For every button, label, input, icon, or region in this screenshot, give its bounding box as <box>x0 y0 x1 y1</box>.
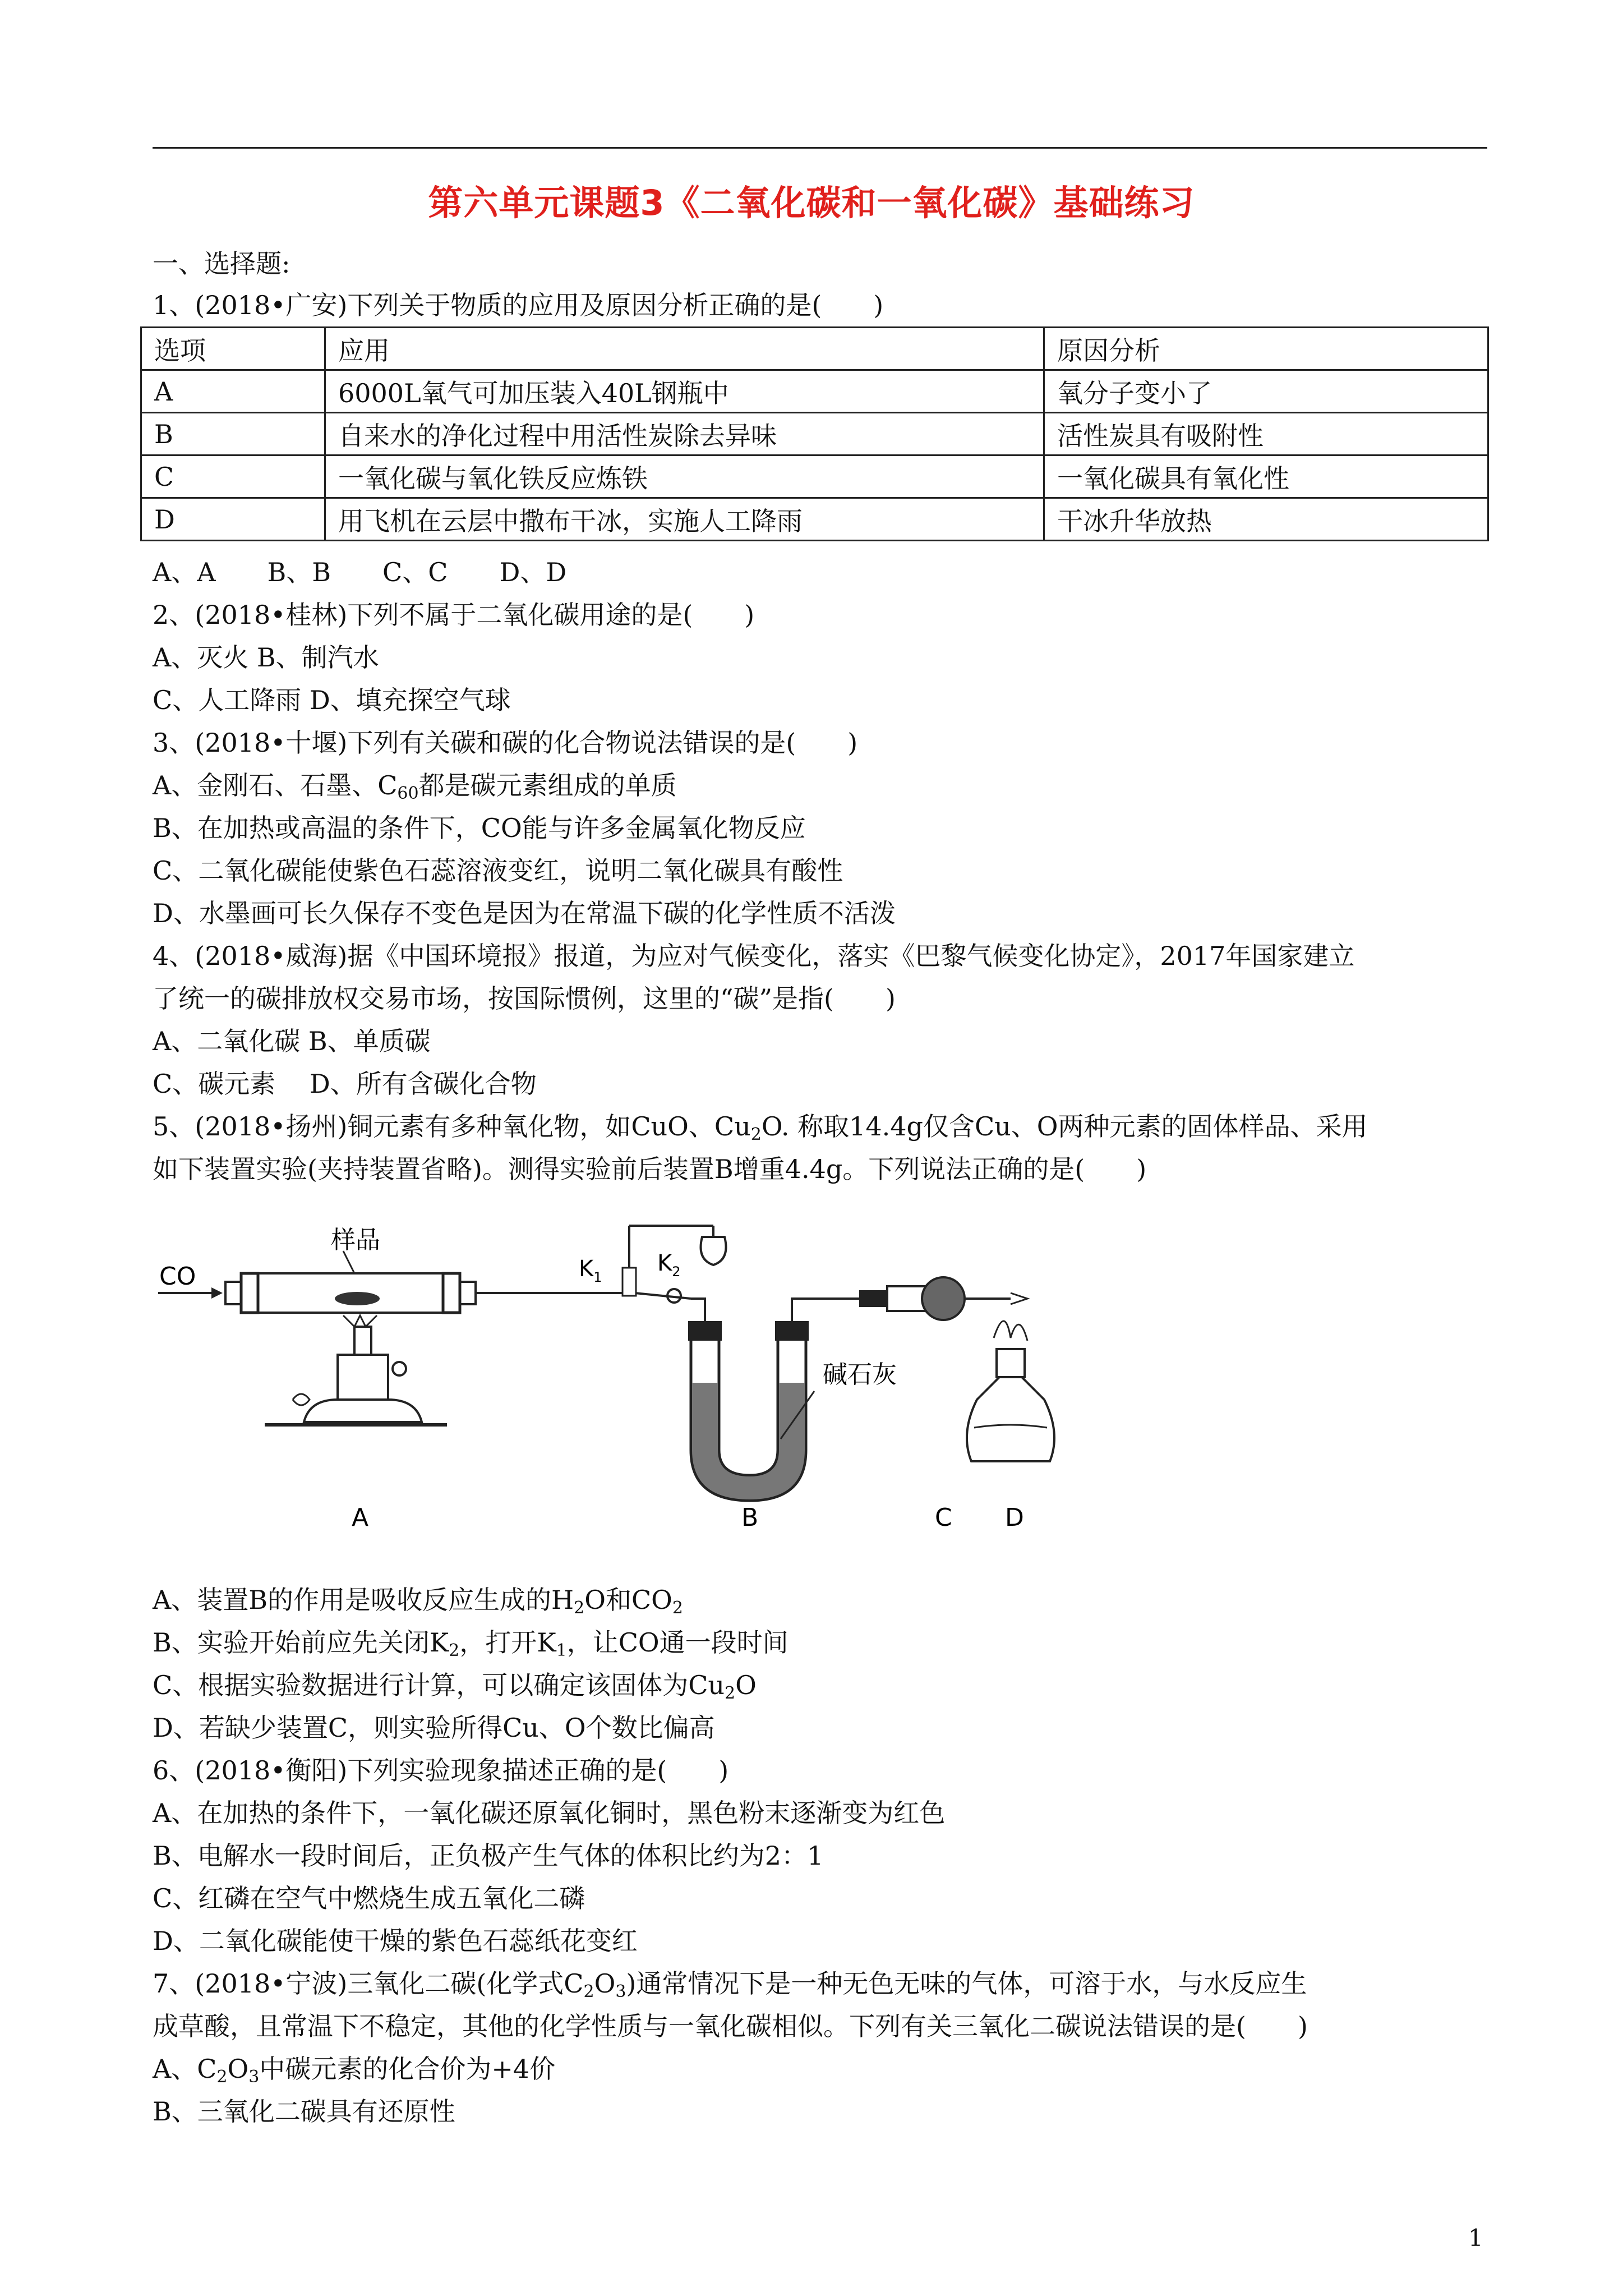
sample-label: 样品 <box>331 1226 380 1254</box>
q6-option-b: B、电解水一段时间后，正负极产生气体的体积比约为2：1 <box>153 1841 824 1871</box>
label-d: D <box>1005 1503 1024 1532</box>
arrow-icon <box>211 1287 223 1299</box>
q5-option-a: A、装置B的作用是吸收反应生成的$H_2O$和$CO_2$ <box>153 1585 683 1618</box>
q6-option-a: A、在加热的条件下，一氧化碳还原氧化铜时，黑色粉末逐渐变为红色 <box>153 1798 946 1828</box>
sample-pile <box>335 1292 380 1305</box>
q4-stem-2: 了统一的碳排放权交易市场，按国际惯例，这里的“碳”是指( ) <box>153 983 896 1014</box>
soda-lime-label: 碱石灰 <box>823 1360 897 1389</box>
q1-table <box>140 326 1489 541</box>
co-label: CO <box>159 1262 196 1291</box>
k2-label: $K_2$ <box>657 1250 681 1280</box>
q6-option-d: D、二氧化碳能使干燥的紫色石蕊纸花变红 <box>153 1926 638 1956</box>
q5-stem-2: 如下装置实验(夹持装置省略)。测得实验前后装置B增重4.4g。下列说法正确的是( ) <box>153 1154 1147 1184</box>
q4-options-2: C、碳元素 D、所有含碳化合物 <box>153 1069 537 1099</box>
stopper <box>775 1321 809 1341</box>
q3-option-c: C、二氧化碳能使紫色石蕊溶液变红，说明二氧化碳具有酸性 <box>153 855 843 886</box>
table-row <box>141 498 1488 541</box>
table-cell: 用飞机在云层中撒布干冰，实施人工降雨 <box>325 498 1044 541</box>
apparatus-diagram <box>153 1214 1106 1545</box>
gas-bag-icon <box>701 1237 726 1265</box>
table-cell: D <box>141 498 325 541</box>
q5-stem-1: 5、(2018•扬州)铜元素有多种氧化物，如CuO、$Cu_2O$. 称取14.4g仅含Cu、O两种元素的固体样品、采用 <box>153 1111 1368 1144</box>
q1-stem: 1、(2018•广安)下列关于物质的应用及原因分析正确的是( ) <box>153 290 884 320</box>
alcohol-lamp-icon <box>967 1377 1054 1461</box>
q3-option-a: A、金刚石、石墨、$C_{60}$都是碳元素组成的单质 <box>153 770 677 803</box>
q6-option-c: C、红磷在空气中燃烧生成五氧化二磷 <box>153 1883 585 1913</box>
label-a: A <box>352 1503 369 1532</box>
table-cell: 干冰升华放热 <box>1044 498 1488 541</box>
drying-tube-c <box>922 1277 965 1320</box>
q5-option-c: C、根据实验数据进行计算，可以确定该固体为$Cu_2O$ <box>153 1670 757 1703</box>
table-header-row <box>141 328 1488 370</box>
q6-stem: 6、(2018•衡阳)下列实验现象描述正确的是( ) <box>153 1755 729 1786</box>
soda-lime-fill <box>692 1383 805 1499</box>
table-cell: B <box>141 413 325 455</box>
table-cell: 自来水的净化过程中用活性炭除去异味 <box>325 413 1044 455</box>
table-cell: A <box>141 370 325 413</box>
k1-label: $K_1$ <box>579 1256 602 1285</box>
valve-k1-icon <box>623 1268 636 1296</box>
table-row <box>141 370 1488 413</box>
q7-stem-1: 7、(2018•宁波)三氧化二碳(化学式$C_2O_3$)通常情况下是一种无色无味的气体，可溶于水，与水反应生 <box>153 1968 1307 2001</box>
page-title: 第六单元课题3《二氧化碳和一氧化碳》基础练习 <box>428 182 1195 223</box>
table-cell: 一氧化碳与氧化铁反应炼铁 <box>325 455 1044 498</box>
q3-option-b: B、在加热或高温的条件下，CO能与许多金属氧化物反应 <box>153 813 806 843</box>
table-row <box>141 455 1488 498</box>
q2-options-1: A、灭火 B、制汽水 <box>153 642 379 673</box>
table-header: 原因分析 <box>1044 328 1488 370</box>
label-c: C <box>935 1503 952 1532</box>
section-heading: 一、选择题: <box>153 249 291 279</box>
header-rule <box>153 147 1487 149</box>
q3-stem: 3、(2018•十堰)下列有关碳和碳的化合物说法错误的是( ) <box>153 728 858 758</box>
table-cell: 6000L氧气可加压装入40L钢瓶中 <box>325 370 1044 413</box>
page-number: 1 <box>1468 2224 1483 2252</box>
q5-option-b: B、实验开始前应先关闭$K_2$，打开$K_1$，让CO通一段时间 <box>153 1627 789 1660</box>
q7-option-b: B、三氧化二碳具有还原性 <box>153 2096 455 2127</box>
table-header: 应用 <box>325 328 1044 370</box>
table-cell: 氧分子变小了 <box>1044 370 1488 413</box>
q7-option-a: A、$C_2O_3$中碳元素的化合价为+4价 <box>153 2054 556 2087</box>
q1-options: A、A B、B C、C D、D <box>153 557 567 587</box>
label-b: B <box>741 1503 759 1532</box>
flame-icon <box>994 1321 1027 1341</box>
stopper <box>688 1321 722 1341</box>
q5-option-d: D、若缺少装置C，则实验所得Cu、O个数比偏高 <box>153 1713 715 1743</box>
table-cell: C <box>141 455 325 498</box>
table-header: 选项 <box>141 328 325 370</box>
q2-options-2: C、人工降雨 D、填充探空气球 <box>153 685 511 715</box>
q2-stem: 2、(2018•桂林)下列不属于二氧化碳用途的是( ) <box>153 600 755 630</box>
q7-stem-2: 成草酸，且常温下不稳定，其他的化学性质与一氧化碳相似。下列有关三氧化二碳说法错误的是( ) <box>153 2011 1308 2041</box>
table-row <box>141 413 1488 455</box>
q3-option-d: D、水墨画可长久保存不变色是因为在常温下碳的化学性质不活泼 <box>153 898 896 928</box>
table-cell: 活性炭具有吸附性 <box>1044 413 1488 455</box>
q4-stem-1: 4、(2018•威海)据《中国环境报》报道，为应对气候变化，落实《巴黎气候变化协定》，2017年国家建立 <box>153 941 1355 971</box>
q4-options-1: A、二氧化碳 B、单质碳 <box>153 1026 431 1056</box>
table-cell: 一氧化碳具有氧化性 <box>1044 455 1488 498</box>
